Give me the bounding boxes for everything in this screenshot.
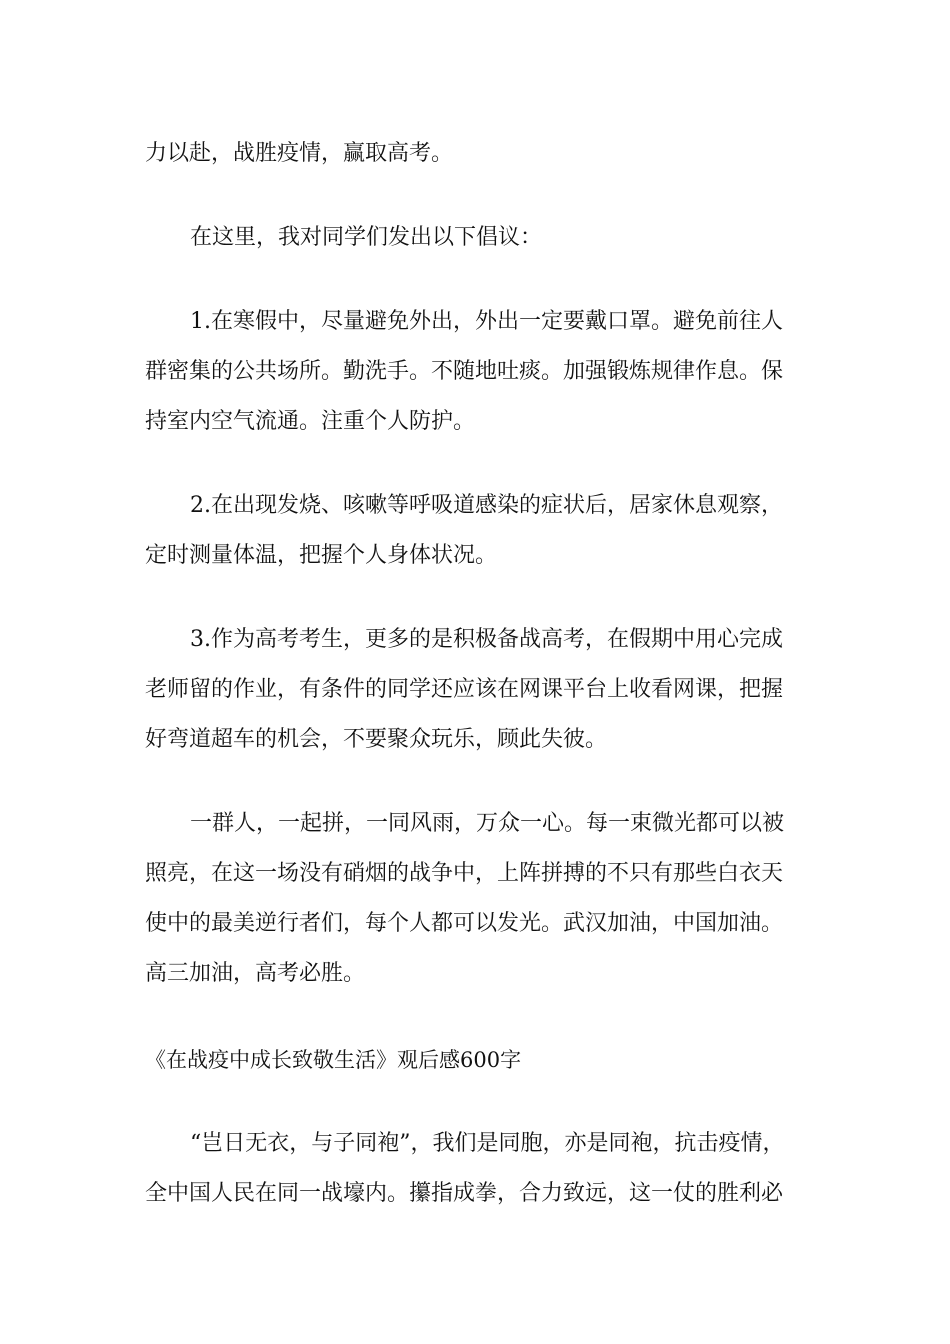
paragraph-line: 3.作为高考考生，更多的是积极备战高考，在假期中用心完成 <box>190 627 783 652</box>
paragraph-line: 高三加油，高考必胜。 <box>145 961 366 986</box>
paragraph-line: 定时测量体温，把握个人身体状况。 <box>145 543 498 568</box>
paragraph-line: 全中国人民在同一战壕内。攥指成拳，合力致远，这一仗的胜利必 <box>145 1181 784 1206</box>
paragraph-line: 2.在出现发烧、咳嗽等呼吸道感染的症状后，居家休息观察， <box>190 493 783 518</box>
paragraph-line: 在这里，我对同学们发出以下倡议： <box>190 225 543 250</box>
paragraph-line: 老师留的作业，有条件的同学还应该在网课平台上收看网课，把握 <box>145 677 784 702</box>
paragraph-line: 持室内空气流通。注重个人防护。 <box>145 409 476 434</box>
paragraph-line: 好弯道超车的机会，不要聚众玩乐，顾此失彼。 <box>145 727 608 752</box>
paragraph-line: 1.在寒假中，尽量避免外出，外出一定要戴口罩。避免前往人 <box>190 309 783 334</box>
paragraph-line: “岂日无衣，与子同袍”，我们是同胞，亦是同袍，抗击疫情， <box>190 1131 785 1156</box>
paragraph-line: 一群人，一起拼，一同风雨，万众一心。每一束微光都可以被 <box>190 811 785 836</box>
paragraph-line: 力以赴，战胜疫情，赢取高考。 <box>145 141 454 166</box>
paragraph-line: 群密集的公共场所。勤洗手。不随地吐痰。加强锻炼规律作息。保 <box>145 359 784 384</box>
paragraph-line: 照亮，在这一场没有硝烟的战争中，上阵拼搏的不只有那些白衣天 <box>145 861 784 886</box>
paragraph-line: 使中的最美逆行者们，每个人都可以发光。武汉加油，中国加油。 <box>145 911 784 936</box>
section-heading: 《在战疫中成长致敬生活》观后感600字 <box>145 1048 522 1072</box>
